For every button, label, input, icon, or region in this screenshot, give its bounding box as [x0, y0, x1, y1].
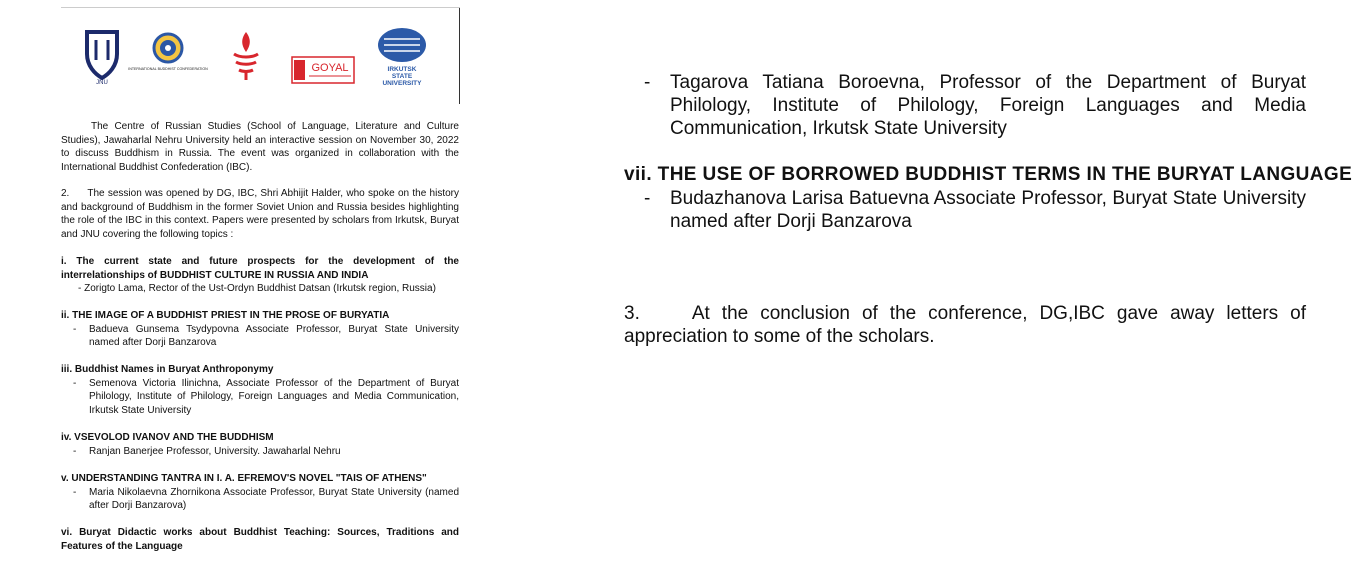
topic-speaker: Maria Nikolaevna Zhornikona Associate Professor, Buryat State University (named after Dorji Banzarova) — [89, 486, 459, 511]
paragraph-2 — [61, 187, 459, 241]
goyal-logo-text: GOYAL — [311, 62, 349, 74]
speaker-vii — [624, 187, 1306, 233]
topic-item — [61, 472, 459, 513]
speaker-vi — [624, 71, 1306, 140]
paragraph-3-number: 3. — [624, 303, 640, 324]
topic-speaker: - Zorigto Lama, Rector of the Ust-Ordyn Buddhist Datsan (Irkutsk region, Russia) — [78, 283, 436, 294]
topic-title: iv. VSEVOLOD IVANOV AND THE BUDDHISM — [61, 432, 274, 443]
paragraph-3-text: At the conclusion of the conference, DG,IBC gave away letters of appreciation to some of the scholars. — [624, 303, 1306, 347]
ibc-logo-text: INTERNATIONAL BUDDHIST CONFEDERATION — [128, 67, 208, 71]
topic-title: ii. THE IMAGE OF A BUDDHIST PRIEST IN THE PROSE OF BURYATIA — [61, 310, 390, 321]
topic-title: vi. Buryat Didactic works about Buddhist Teaching: Sources, Traditions and Features of the Language — [61, 527, 459, 552]
svg-text:IRKUTSK: IRKUTSK — [387, 66, 417, 73]
bullet-dash: - — [644, 188, 651, 209]
topic-title: v. UNDERSTANDING TANTRA IN I. A. EFREMOV'S NOVEL "TAIS OF ATHENS" — [61, 473, 427, 484]
speaker-vii-text: Budazhanova Larisa Batuevna Associate Professor, Buryat State University named after Dorji Banzarova — [670, 188, 1306, 232]
svg-text:STATE: STATE — [391, 73, 413, 80]
topic-speaker: Badueva Gunsema Tsydypovna Associate Professor, Buryat State University named after Dorji Banzarova — [89, 323, 459, 348]
jnu-logo-text: JNU — [96, 80, 108, 86]
bullet-dash: - — [73, 377, 77, 389]
paragraph-2-text: The session was opened by DG, IBC, Shri Abhijit Halder, who spoke on the history and background of Buddhism in the former Soviet Union and Russia besides highlighting the role of the IBC in this context. Papers were presented by scholars from Irkutsk, Buryat and JNU covering the following topics : — [61, 188, 459, 240]
paragraph-1 — [61, 120, 459, 174]
topic-vii-title: vii. THE USE OF BORROWED BUDDHIST TERMS IN THE BURYAT LANGUAGE — [624, 164, 1353, 185]
topic-item — [61, 309, 459, 350]
speaker-vi-text: Tagarova Tatiana Boroevna, Professor of the Department of Buryat Philology, Institute of Philology, Foreign Languages and Media Communication, Irkutsk State University — [670, 72, 1306, 139]
topic-title: iii. Buddhist Names in Buryat Anthroponymy — [61, 364, 274, 375]
paragraph-3 — [624, 302, 1306, 348]
bullet-dash: - — [73, 486, 77, 498]
topic-item — [61, 255, 459, 296]
page-edge-rule — [459, 8, 460, 104]
bullet-dash: - — [73, 445, 77, 457]
paragraph-1-text: The Centre of Russian Studies (School of Language, Literature and Culture Studies), Jawaharlal Nehru University held an interactive session on November 30, 2022 to discuss Buddhism in Russia. The event was organized in collaboration with the International Buddhist Confederation (IBC). — [61, 121, 459, 173]
topic-item — [61, 431, 459, 458]
topic-speaker: Ranjan Banerjee Professor, University. Jawaharlal Nehru — [89, 445, 341, 457]
svg-text:UNIVERSITY: UNIVERSITY — [382, 80, 422, 87]
topic-item — [61, 526, 459, 553]
bullet-dash: - — [73, 323, 77, 335]
bullet-dash: - — [644, 72, 651, 93]
topic-item — [61, 363, 459, 417]
topic-speaker: Semenova Victoria Ilinichna, Associate Professor of the Department of Buryat Philology, Institute of Philology, Foreign Languages and Media Communication, Irkutsk State University — [89, 377, 459, 416]
paragraph-2-number: 2. — [61, 188, 70, 199]
topic-title: i. The current state and future prospects for the development of the interrelationships of BUDDHIST CULTURE IN RUSSIA AND INDIA — [61, 256, 459, 281]
